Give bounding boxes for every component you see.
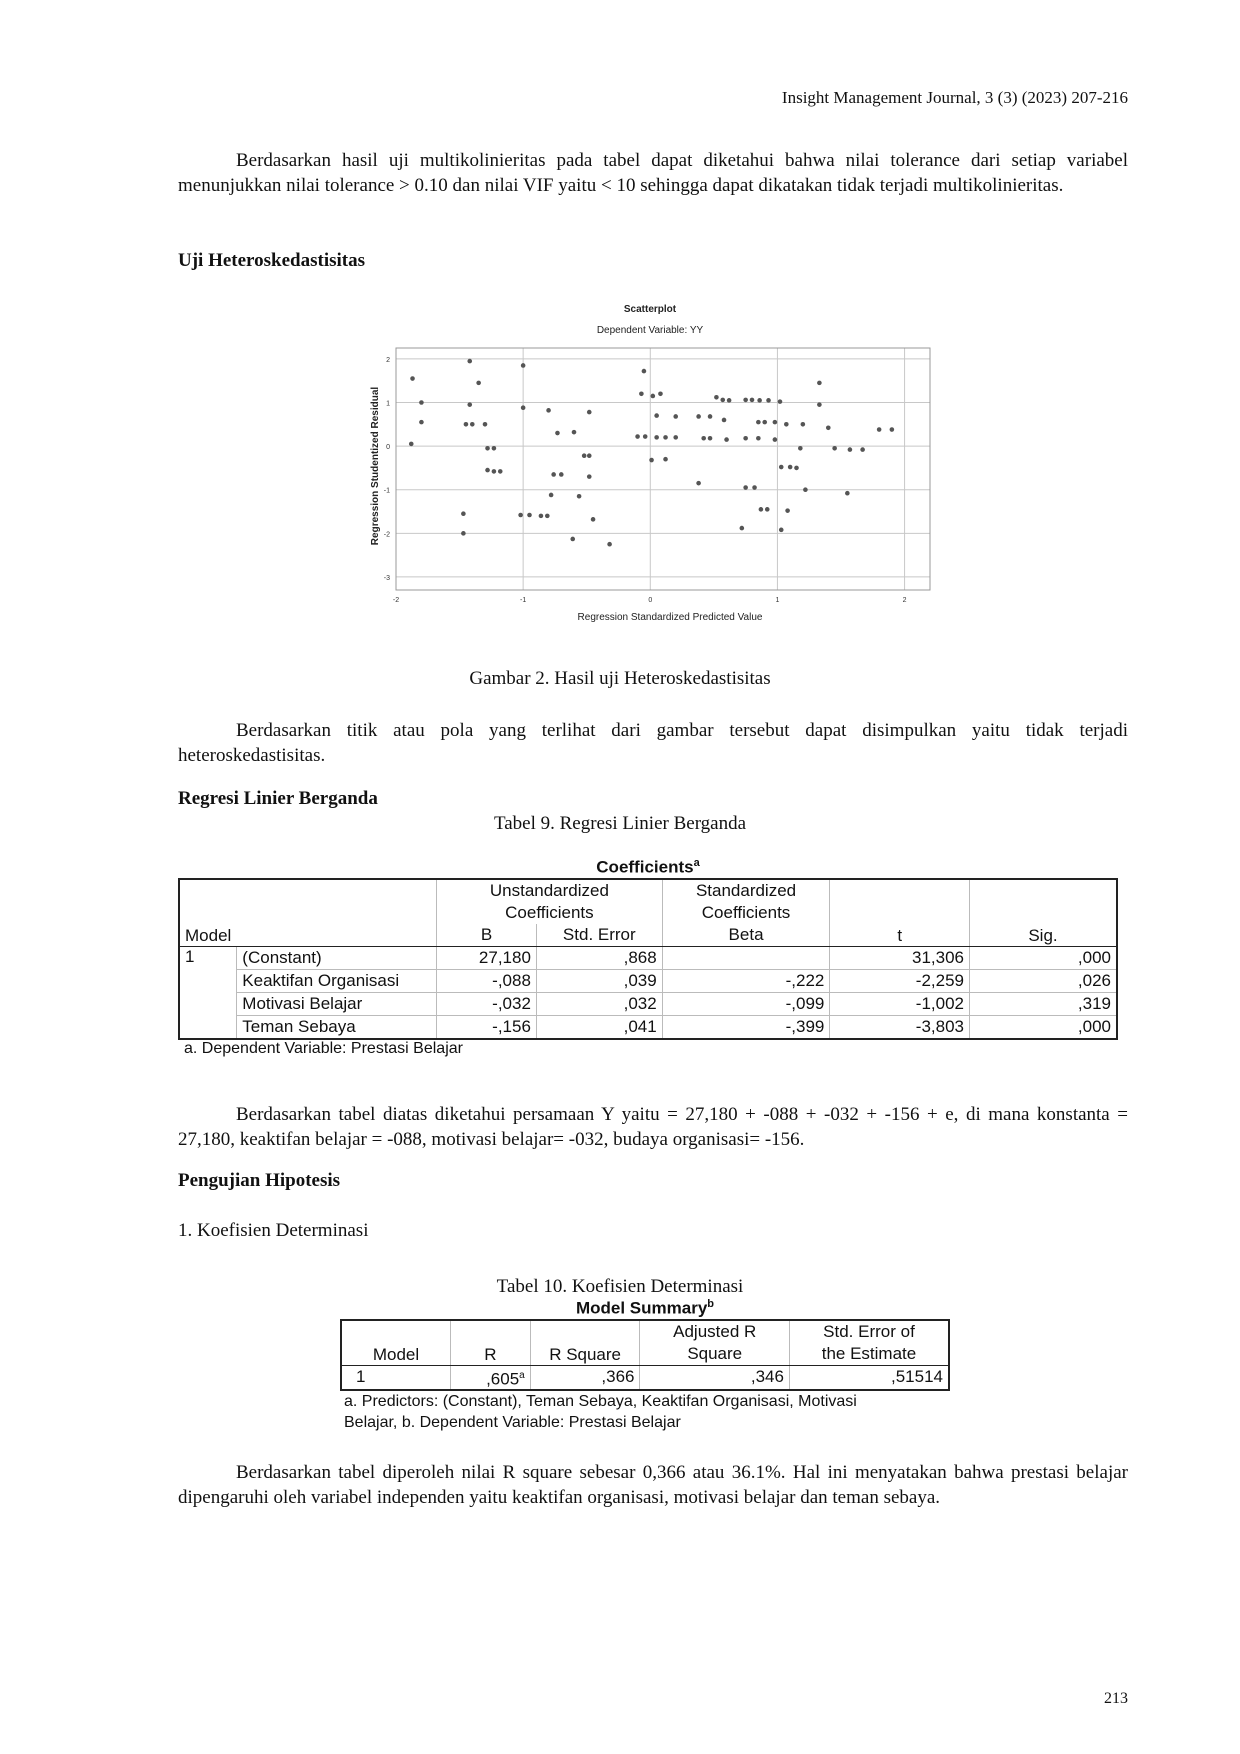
- coefficients-title-text: Coefficients: [596, 857, 694, 877]
- scatter-point: [485, 446, 490, 451]
- scatter-point: [794, 466, 799, 471]
- scatter-point: [591, 517, 596, 522]
- scatter-point: [663, 435, 668, 440]
- cell-sig: ,319: [969, 992, 1117, 1015]
- scatter-point: [476, 381, 481, 386]
- cell-sig: ,000: [969, 946, 1117, 969]
- scatter-point: [549, 493, 554, 498]
- x-tick-label: 1: [775, 597, 780, 604]
- scatter-point: [587, 474, 592, 479]
- cell-b: -,032: [437, 992, 537, 1015]
- scatter-point: [559, 472, 564, 477]
- table10-caption: Tabel 10. Koefisien Determinasi: [496, 1276, 744, 1297]
- model-summary-title-text: Model Summary: [575, 1298, 708, 1318]
- cell-r-value: ,605: [486, 1369, 520, 1389]
- cell-std-error: ,039: [536, 969, 662, 992]
- cell-std-error-estimate: ,51514: [789, 1365, 949, 1390]
- scatter-point: [743, 485, 748, 490]
- scatter-point: [773, 420, 778, 425]
- scatter-point: [860, 447, 865, 452]
- scatter-point: [461, 511, 466, 516]
- running-head: Insight Management Journal, 3 (3) (2023) 207-216: [781, 88, 1128, 107]
- x-tick-label: 0: [648, 597, 653, 604]
- scatter-point: [577, 494, 582, 499]
- table-row: [179, 969, 1117, 992]
- scatter-point: [714, 395, 719, 400]
- cell-sig: ,026: [969, 969, 1117, 992]
- paragraph-multikolinieritas: Berdasarkan hasil uji multikolinieritas pada tabel dapat diketahui bahwa nilai tolerance dari setiap variabel menunjukkan nilai tolerance > 0.10 dan nilai VIF yaitu < 10 sehingga dapat dikatakan tidak terjadi multikolinieritas.: [178, 150, 1128, 196]
- header-std-error-of: Std. Error of: [789, 1320, 949, 1343]
- scatter-point: [727, 398, 732, 403]
- cell-t: -1,002: [830, 992, 970, 1015]
- scatter-point: [461, 531, 466, 536]
- scatter-point: [708, 414, 713, 419]
- scatter-point: [756, 436, 761, 441]
- scatter-point: [817, 402, 822, 407]
- paragraph-regression-equation: Berdasarkan tabel diatas diketahui persamaan Y yaitu = 27,180 + -088 + -032 + -156 + e, di mana konstanta = 27,180, keaktifan belajar = -088, motivasi belajar= -032, budaya organisasi= -156.: [178, 1104, 1128, 1150]
- header-t: t: [830, 879, 970, 947]
- chart-grid: [396, 348, 930, 590]
- scatter-point: [762, 420, 767, 425]
- y-tick-label: -2: [383, 531, 390, 539]
- scatter-point: [663, 457, 668, 462]
- table-row: [179, 1015, 1117, 1039]
- scatter-point: [570, 537, 575, 542]
- table-row: [179, 946, 1117, 969]
- scatter-point: [639, 391, 644, 396]
- scatter-point: [518, 513, 523, 518]
- header-model: Model: [179, 879, 437, 947]
- y-tick-label: 1: [386, 400, 390, 408]
- scatter-point: [643, 434, 648, 439]
- chart-points: [409, 359, 894, 547]
- scatter-point: [651, 394, 656, 399]
- header-adjusted-r: Adjusted R: [640, 1320, 789, 1343]
- scatter-point: [467, 359, 472, 364]
- cell-t: -2,259: [830, 969, 970, 992]
- y-tick-label: -3: [383, 574, 390, 582]
- scatter-point: [607, 542, 612, 547]
- header-r-square: R Square: [530, 1320, 640, 1366]
- scatter-point: [890, 427, 895, 432]
- scatter-point: [582, 453, 587, 458]
- page-number: 213: [1104, 1690, 1128, 1707]
- coefficients-table-block: [178, 857, 1118, 1058]
- header-unstandardized-2: Coefficients: [437, 902, 663, 924]
- scatter-point: [752, 485, 757, 490]
- cell-std-error: ,032: [536, 992, 662, 1015]
- model-summary-table-block: [340, 1298, 950, 1433]
- row-label: Motivasi Belajar: [237, 992, 437, 1015]
- scatter-point: [696, 414, 701, 419]
- table9-caption: Tabel 9. Regresi Linier Berganda: [493, 813, 747, 834]
- cell-std-error: ,868: [536, 946, 662, 969]
- header-standardized-2: Coefficients: [662, 902, 830, 924]
- x-tick-label: -1: [520, 597, 527, 604]
- coefficients-table-title: [178, 857, 1118, 878]
- cell-beta: -,099: [662, 992, 830, 1015]
- chart-y-axis-label: Regression Studentized Residual: [370, 386, 381, 546]
- scatter-point: [845, 491, 850, 496]
- scatter-point: [673, 435, 678, 440]
- cell-b: 27,180: [437, 946, 537, 969]
- scatter-point: [724, 437, 729, 442]
- chart-x-axis-label: Regression Standardized Predicted Value: [577, 612, 763, 623]
- cell-b: -,156: [437, 1015, 537, 1039]
- paragraph-r-square-interpretation: Berdasarkan tabel diperoleh nilai R square sebesar 0,366 atau 36.1%. Hal ini menyatakan bahwa prestasi belajar dipengaruhi oleh variabel independen yaitu keaktifan organisasi, motivasi belajar dan teman sebaya.: [178, 1462, 1128, 1508]
- figure-caption: Gambar 2. Hasil uji Heteroskedastisitas: [469, 668, 771, 689]
- coefficients-table-note: a. Dependent Variable: Prestasi Belajar: [184, 1039, 463, 1057]
- scatter-point: [779, 528, 784, 533]
- scatter-point: [555, 431, 560, 436]
- cell-r-sup: a: [519, 1369, 525, 1381]
- y-tick-label: -1: [383, 487, 390, 495]
- scatter-point: [740, 526, 745, 531]
- scatter-point: [546, 408, 551, 413]
- scatter-point: [756, 420, 761, 425]
- scatter-point: [521, 363, 526, 368]
- cell-r: [451, 1365, 531, 1390]
- header-unstandardized: Unstandardized: [437, 879, 663, 902]
- model-summary-note-1: a. Predictors: (Constant), Teman Sebaya, Keaktifan Organisasi, Motivasi: [344, 1393, 857, 1411]
- scatter-point: [492, 469, 497, 474]
- table-row: [341, 1365, 949, 1390]
- plot-frame: [396, 348, 930, 590]
- scatter-point: [785, 508, 790, 513]
- scatter-point: [498, 469, 503, 474]
- chart-axes: [396, 348, 930, 590]
- scatter-point: [649, 458, 654, 463]
- scatter-point: [409, 442, 414, 447]
- cell-t: -3,803: [830, 1015, 970, 1039]
- scatter-point: [654, 413, 659, 418]
- x-tick-label: 2: [902, 597, 907, 604]
- cell-t: 31,306: [830, 946, 970, 969]
- cell-beta: -,222: [662, 969, 830, 992]
- scatter-point: [658, 391, 663, 396]
- cell-adjusted-r-square: ,346: [640, 1365, 789, 1390]
- scatter-point: [485, 468, 490, 473]
- heading-regresi-linier-berganda: Regresi Linier Berganda: [178, 788, 378, 809]
- y-tick-label: 0: [386, 444, 390, 452]
- header-b: B: [437, 924, 537, 947]
- scatter-point: [419, 420, 424, 425]
- header-beta: Beta: [662, 924, 830, 947]
- cell-b: -,088: [437, 969, 537, 992]
- header-model: Model: [341, 1320, 451, 1366]
- x-tick-label: -2: [392, 597, 400, 604]
- scatter-point: [778, 399, 783, 404]
- scatter-point: [877, 427, 882, 432]
- header-the-estimate: the Estimate: [789, 1343, 949, 1366]
- header-square: Square: [640, 1343, 789, 1366]
- model-number: 1: [179, 946, 237, 1039]
- scatter-point: [766, 398, 771, 403]
- scatter-point: [635, 434, 640, 439]
- cell-r-square: ,366: [530, 1365, 640, 1390]
- scatter-point: [696, 481, 701, 486]
- header-r: R: [451, 1320, 531, 1366]
- scatter-point: [492, 446, 497, 451]
- scatter-point: [708, 436, 713, 441]
- scatter-point: [539, 514, 544, 519]
- scatter-point: [701, 436, 706, 441]
- coefficients-table: [178, 878, 1118, 1040]
- scatter-point: [784, 422, 789, 427]
- cell-sig: ,000: [969, 1015, 1117, 1039]
- scatter-point: [642, 369, 647, 374]
- row-label: Keaktifan Organisasi: [237, 969, 437, 992]
- scatter-point: [654, 435, 659, 440]
- scatter-point: [848, 447, 853, 452]
- scatter-point: [720, 398, 725, 403]
- heading-pengujian-hipotesis: Pengujian Hipotesis: [178, 1170, 341, 1191]
- scatterplot-chart: [360, 298, 940, 630]
- cell-beta: -,399: [662, 1015, 830, 1039]
- chart-subtitle: Dependent Variable: YY: [596, 325, 704, 336]
- scatter-point: [817, 381, 822, 386]
- cell-beta: [662, 946, 830, 969]
- header-sig: Sig.: [969, 879, 1117, 947]
- table-row: [179, 992, 1117, 1015]
- header-standardized: Standardized: [662, 879, 830, 902]
- model-summary-note-2: Belajar, b. Dependent Variable: Prestasi Belajar: [344, 1414, 681, 1432]
- scatter-point: [587, 453, 592, 458]
- scatter-point: [587, 410, 592, 415]
- paragraph-heteroskedastisitas-conclusion: Berdasarkan titik atau pola yang terlihat dari gambar tersebut dapat disimpulkan yaitu tidak terjadi heteroskedastisitas.: [178, 720, 1128, 766]
- heading-uji-heteroskedastisitas: Uji Heteroskedastisitas: [178, 250, 365, 271]
- model-summary-table: [340, 1319, 950, 1392]
- scatter-point: [527, 513, 532, 518]
- scatter-point: [779, 465, 784, 470]
- scatter-point: [743, 436, 748, 441]
- scatter-point: [773, 437, 778, 442]
- scatter-point: [803, 487, 808, 492]
- scatter-point: [483, 422, 488, 427]
- scatter-point: [826, 425, 831, 430]
- model-summary-title: [340, 1298, 950, 1319]
- row-label: (Constant): [237, 946, 437, 969]
- scatter-point: [788, 465, 793, 470]
- scatter-point: [551, 472, 556, 477]
- list-item-koefisien-determinasi: 1. Koefisien Determinasi: [178, 1220, 369, 1241]
- scatter-point: [757, 398, 762, 403]
- scatter-point: [801, 422, 806, 427]
- scatter-point: [521, 405, 526, 410]
- scatter-point: [750, 398, 755, 403]
- y-tick-label: 2: [386, 356, 390, 364]
- scatter-point: [470, 422, 475, 427]
- scatter-point: [419, 400, 424, 405]
- header-std-error: Std. Error: [536, 924, 662, 947]
- scatter-point: [464, 422, 469, 427]
- model-summary-title-sup: b: [707, 1298, 715, 1310]
- scatter-point: [545, 514, 550, 519]
- chart-title: Scatterplot: [623, 304, 677, 315]
- scatter-point: [798, 446, 803, 451]
- scatter-point: [759, 507, 764, 512]
- row-label: Teman Sebaya: [242, 1016, 356, 1036]
- scatter-point: [722, 418, 727, 423]
- cell-std-error: ,041: [536, 1015, 662, 1039]
- scatter-point: [743, 398, 748, 403]
- scatter-point: [467, 402, 472, 407]
- coefficients-title-sup: a: [693, 857, 700, 869]
- scatter-point: [765, 507, 770, 512]
- scatter-point: [410, 376, 415, 381]
- chart-tick-labels: [384, 357, 907, 604]
- scatter-point: [832, 446, 837, 451]
- cell-model: 1: [356, 1367, 366, 1387]
- scatter-point: [572, 430, 577, 435]
- scatter-point: [673, 414, 678, 419]
